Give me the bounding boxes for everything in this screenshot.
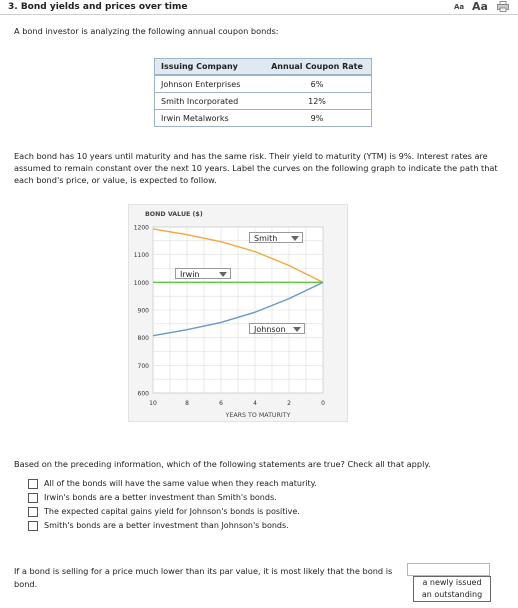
- y-tick-label: 1000: [133, 279, 149, 287]
- table-cell: 6%: [263, 75, 372, 93]
- answer-options-list: [413, 576, 491, 602]
- x-tick-label: 0: [321, 400, 325, 407]
- checkbox[interactable]: [28, 521, 38, 531]
- checkbox[interactable]: [28, 479, 38, 489]
- table-cell: Smith Incorporated: [155, 93, 264, 110]
- chevron-down-icon: [293, 327, 301, 332]
- option-label: The expected capital gains yield for Johnson's bonds is positive.: [44, 507, 300, 516]
- table-row: [155, 75, 372, 93]
- table-header-rate: Annual Coupon Rate: [263, 59, 372, 76]
- y-tick-label: 1100: [133, 252, 149, 260]
- table-cell: Irwin Metalworks: [155, 110, 264, 127]
- intro-text: A bond investor is analyzing the following annual coupon bonds:: [14, 26, 279, 36]
- answer-option[interactable]: an outstanding: [421, 590, 483, 599]
- dropdown-value: Smith: [254, 234, 278, 243]
- x-tick-label: 10: [149, 400, 157, 407]
- table-row: [155, 93, 372, 110]
- chart-svg: [129, 205, 347, 421]
- font-increase-button[interactable]: Aa: [472, 0, 488, 13]
- y-axis-label: BOND VALUE ($): [145, 211, 203, 218]
- y-tick-label: 800: [137, 335, 149, 343]
- print-icon[interactable]: [497, 1, 509, 12]
- y-tick-label: 900: [137, 307, 149, 315]
- answer-dropdown[interactable]: [407, 563, 490, 576]
- paragraph-line: each bond's price, or value, is expected to follow.: [14, 175, 217, 185]
- x-axis-label: YEARS TO MATURITY: [225, 412, 291, 419]
- chevron-down-icon: [219, 272, 227, 277]
- dropdown-value: Johnson: [254, 325, 286, 334]
- curve-label-dropdown[interactable]: [175, 268, 231, 279]
- y-tick-label: 1200: [133, 224, 149, 232]
- bond-table: [154, 58, 372, 127]
- table-header-company: Issuing Company: [155, 59, 264, 76]
- x-tick-label: 2: [287, 400, 291, 407]
- paragraph-line: assumed to remain constant over the next 10 years. Label the curves on the following graph to indicate the path that: [14, 163, 498, 173]
- curve-label-dropdown[interactable]: [249, 232, 303, 243]
- checkbox[interactable]: [28, 493, 38, 503]
- y-tick-label: 600: [137, 390, 149, 398]
- dropdown-value: Irwin: [180, 270, 200, 279]
- question-2-text-end: bond.: [14, 579, 38, 589]
- question-header: [0, 0, 518, 15]
- answer-option[interactable]: a newly issued: [422, 578, 482, 587]
- table-cell: Johnson Enterprises: [155, 75, 264, 93]
- checkbox[interactable]: [28, 507, 38, 517]
- table-cell: 12%: [263, 93, 372, 110]
- y-tick-label: 700: [137, 362, 149, 370]
- x-tick-label: 8: [185, 400, 189, 407]
- x-tick-label: 6: [219, 400, 223, 407]
- question-title: 3. Bond yields and prices over time: [8, 2, 188, 12]
- x-tick-label: 4: [253, 400, 257, 407]
- curve-label-dropdown[interactable]: [249, 323, 305, 334]
- table-row: [155, 110, 372, 127]
- paragraph-line: Each bond has 10 years until maturity and has the same risk. Their yield to maturity (YTM) is 9%. Interest rates are: [14, 151, 488, 161]
- option-label: All of the bonds will have the same value when they reach maturity.: [44, 479, 317, 488]
- chevron-down-icon: [291, 236, 299, 241]
- question-1: Based on the preceding information, which of the following statements are true? Check all that apply.: [14, 459, 431, 469]
- table-cell: 9%: [263, 110, 372, 127]
- bond-value-chart: [128, 204, 348, 422]
- option-label: Smith's bonds are a better investment than Johnson's bonds.: [44, 521, 289, 530]
- font-decrease-button[interactable]: Aa: [454, 3, 465, 11]
- question-2-text: If a bond is selling for a price much lower than its par value, it is most likely that the bond is: [14, 566, 393, 576]
- option-label: Irwin's bonds are a better investment than Smith's bonds.: [44, 493, 277, 502]
